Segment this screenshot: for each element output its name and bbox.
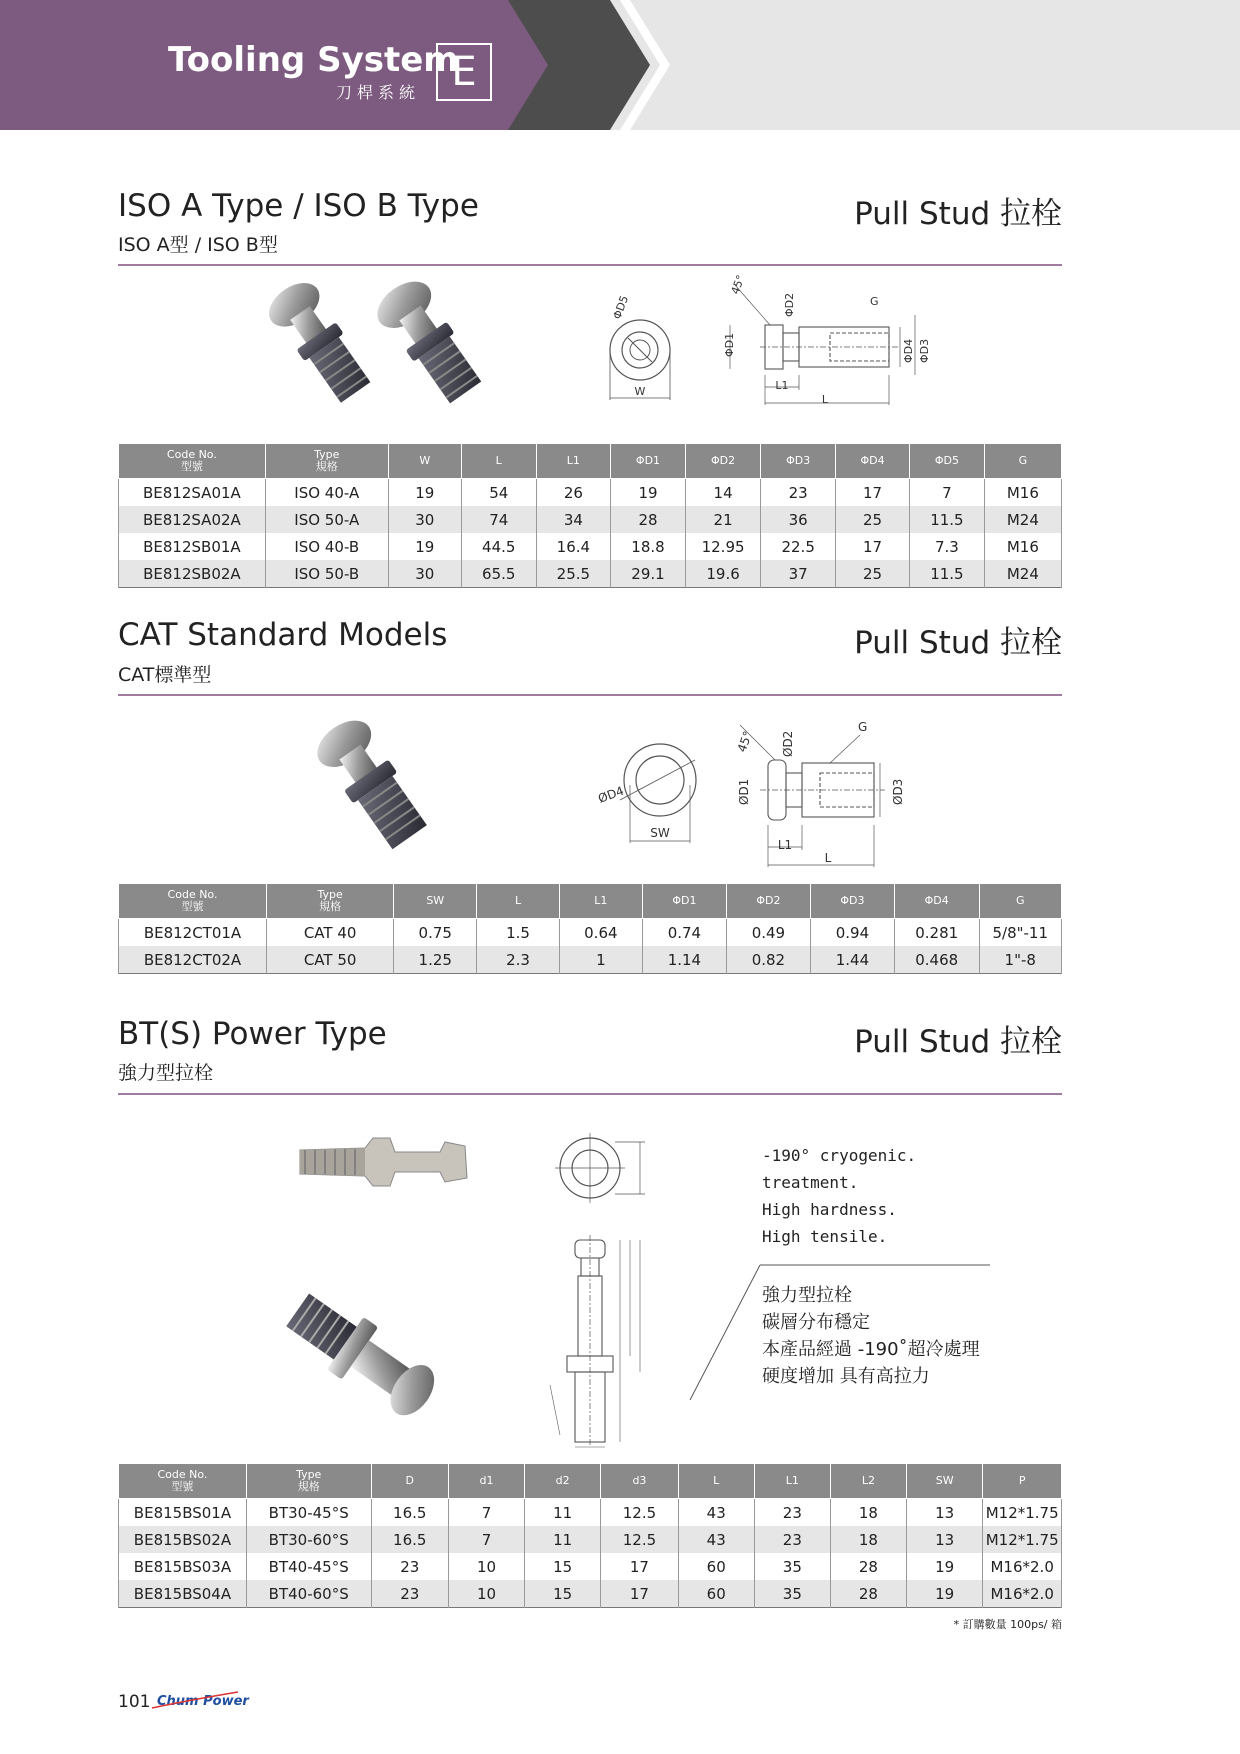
table-cell: 5/8"-11 [979, 919, 1062, 947]
brand-logo-swoosh [150, 1690, 240, 1710]
bt-note-en-line: treatment. [762, 1173, 859, 1192]
table-cell: 29.1 [611, 560, 686, 588]
table-cell: 23 [761, 479, 836, 507]
cat-column-header: L [477, 884, 560, 919]
table-cell: 13 [907, 1526, 983, 1553]
table-cell: 12.5 [601, 1499, 678, 1527]
cat-column-header: ΦD3 [810, 884, 894, 919]
iso-column-header: ΦD3 [761, 444, 836, 479]
table-cell: M16 [984, 479, 1061, 507]
table-cell: 28 [611, 506, 686, 533]
table-cell: 25 [835, 560, 909, 588]
table-cell: 16.4 [536, 533, 611, 560]
table-cell: 36 [761, 506, 836, 533]
bt-note-en-line: High hardness. [762, 1200, 897, 1219]
table-cell: 15 [525, 1553, 601, 1580]
table-row [119, 946, 1062, 974]
cat-column-header: ΦD2 [726, 884, 810, 919]
iso-section-rule [118, 264, 1062, 266]
table-cell: 10 [448, 1580, 524, 1608]
bt-column-header: Code No. 型號 [119, 1464, 247, 1499]
table-cell: BE812SB02A [119, 560, 266, 588]
table-cell: 18 [830, 1499, 906, 1527]
table-cell: ISO 40-B [265, 533, 388, 560]
table-cell: 30 [388, 560, 461, 588]
table-cell: M12*1.75 [983, 1499, 1062, 1527]
cat-side-d1-label: ØD1 [737, 778, 751, 805]
iso-column-header: ΦD4 [835, 444, 909, 479]
iso-side-l1-label: L1 [775, 379, 789, 392]
table-cell: 7 [448, 1499, 524, 1527]
table-cell: 7 [448, 1526, 524, 1553]
table-cell: M24 [984, 560, 1061, 588]
table-cell: 11.5 [910, 506, 985, 533]
iso-section-title: ISO A Type / ISO B Type [118, 188, 479, 224]
table-cell: 0.64 [559, 919, 642, 947]
iso-column-header: L1 [536, 444, 611, 479]
cat-side-l-label: L [824, 851, 832, 865]
table-cell: BE815BS03A [119, 1553, 247, 1580]
bt-note-cn-line: 強力型拉栓 [762, 1285, 852, 1306]
table-row [119, 560, 1062, 588]
table-cell: 0.94 [810, 919, 894, 947]
cat-column-header: Type 規格 [267, 884, 394, 919]
table-cell: 19 [388, 479, 461, 507]
table-cell: 34 [536, 506, 611, 533]
cat-front-sw-label: SW [650, 826, 670, 840]
iso-column-header: Code No. 型號 [119, 444, 266, 479]
iso-side-d4-label: ΦD4 [902, 338, 915, 363]
table-cell: 19 [388, 533, 461, 560]
cat-table-header-row [119, 884, 1062, 919]
table-cell: M16 [984, 533, 1061, 560]
bt-side-view-diagram [545, 1235, 655, 1465]
table-cell: 18 [830, 1526, 906, 1553]
iso-column-header: ΦD1 [611, 444, 686, 479]
table-cell: 0.75 [394, 919, 477, 947]
table-row [119, 533, 1062, 560]
table-cell: 43 [678, 1499, 754, 1527]
bt-note-cn-line: 碳層分布穩定 [762, 1312, 870, 1333]
table-cell: 2.3 [477, 946, 560, 974]
table-cell: 17 [835, 479, 909, 507]
bt-pull-stud-photo [285, 1275, 475, 1445]
table-cell: 1.14 [642, 946, 726, 974]
iso-column-header: W [388, 444, 461, 479]
table-cell: 54 [461, 479, 536, 507]
cat-front-view-diagram [595, 725, 705, 855]
table-cell: 0.281 [894, 919, 979, 947]
table-cell: 19 [611, 479, 686, 507]
table-cell: 23 [371, 1553, 448, 1580]
iso-side-g-label: G [870, 295, 879, 308]
cat-section-title: CAT Standard Models [118, 617, 448, 653]
table-cell: BE815BS04A [119, 1580, 247, 1608]
iso-side-d3-label: ΦD3 [918, 338, 931, 363]
cat-column-header: Code No. 型號 [119, 884, 267, 919]
cat-column-header: L1 [559, 884, 642, 919]
cat-column-header: SW [394, 884, 477, 919]
table-cell: 14 [685, 479, 761, 507]
bt-cross-section-photo [295, 1130, 475, 1210]
cat-pull-stud-photo [290, 712, 460, 862]
table-cell: 74 [461, 506, 536, 533]
cat-column-header: ΦD4 [894, 884, 979, 919]
cat-front-d4-label: ØD4 [596, 783, 626, 806]
table-cell: 1 [559, 946, 642, 974]
table-cell: 25.5 [536, 560, 611, 588]
bt-section-category: Pull Stud 拉栓 [854, 1024, 1062, 1060]
header-subtitle: 刀桿系統 [335, 83, 420, 102]
bt-column-header: P [983, 1464, 1062, 1499]
table-cell: 13 [907, 1499, 983, 1527]
bt-spec-table [118, 1463, 1062, 1608]
table-cell: 1.44 [810, 946, 894, 974]
iso-side-l-label: L [821, 393, 829, 406]
iso-column-header: ΦD5 [910, 444, 985, 479]
table-cell: 0.74 [642, 919, 726, 947]
bt-column-header: d1 [448, 1464, 524, 1499]
table-cell: 0.82 [726, 946, 810, 974]
iso-side-view-diagram [710, 275, 940, 415]
cat-side-d3-label: ØD3 [891, 778, 905, 805]
table-cell: 21 [685, 506, 761, 533]
table-row [119, 919, 1062, 947]
table-cell: 65.5 [461, 560, 536, 588]
table-cell: ISO 40-A [265, 479, 388, 507]
table-cell: 19 [907, 1553, 983, 1580]
cat-side-angle-label: 45° [734, 729, 756, 755]
cat-spec-table [118, 883, 1062, 974]
bt-notes-english [762, 1142, 916, 1250]
iso-spec-table [118, 443, 1062, 588]
table-cell: 19.6 [685, 560, 761, 588]
table-row [119, 1553, 1062, 1580]
table-cell: BE812SA01A [119, 479, 266, 507]
iso-side-angle-label: 45° [728, 273, 748, 297]
table-cell: 11 [525, 1499, 601, 1527]
bt-column-header: D [371, 1464, 448, 1499]
bt-note-en-line: -190° cryogenic. [762, 1146, 917, 1165]
table-cell: BE812CT01A [119, 919, 267, 947]
cat-column-header: G [979, 884, 1062, 919]
table-cell: 10 [448, 1553, 524, 1580]
table-cell: BE815BS01A [119, 1499, 247, 1527]
table-cell: 7.3 [910, 533, 985, 560]
table-cell: 16.5 [371, 1499, 448, 1527]
page-header [0, 0, 1240, 130]
table-row [119, 479, 1062, 507]
table-row [119, 506, 1062, 533]
table-cell: CAT 50 [267, 946, 394, 974]
table-cell: 60 [678, 1580, 754, 1608]
bt-note-en-line: High tensile. [762, 1227, 888, 1246]
table-cell: BE815BS02A [119, 1526, 247, 1553]
table-cell: 0.49 [726, 919, 810, 947]
iso-section-subtitle: ISO A型 / ISO B型 [118, 234, 278, 256]
cat-column-header: ΦD1 [642, 884, 726, 919]
iso-column-header: Type 規格 [265, 444, 388, 479]
table-cell: 1"-8 [979, 946, 1062, 974]
table-cell: 0.468 [894, 946, 979, 974]
table-cell: 18.8 [611, 533, 686, 560]
table-cell: M24 [984, 506, 1061, 533]
table-cell: 12.5 [601, 1526, 678, 1553]
table-row [119, 1580, 1062, 1608]
table-cell: M16*2.0 [983, 1553, 1062, 1580]
table-cell: 60 [678, 1553, 754, 1580]
iso-side-d1-label: ΦD1 [723, 332, 736, 357]
bt-note-cn-line: 本產品經過 -190˚超冷處理 [762, 1339, 980, 1360]
bt-column-header: L2 [830, 1464, 906, 1499]
iso-pull-stud-photo [250, 278, 510, 418]
iso-side-d2-label: ΦD2 [783, 292, 796, 317]
bt-section-rule [118, 1093, 1062, 1095]
bt-top-view-diagram [555, 1130, 665, 1210]
table-cell: BE812SA02A [119, 506, 266, 533]
table-cell: 17 [601, 1553, 678, 1580]
bt-table-header-row [119, 1464, 1062, 1499]
table-cell: 37 [761, 560, 836, 588]
table-cell: 26 [536, 479, 611, 507]
table-row [119, 1499, 1062, 1527]
table-cell: BT40-45°S [246, 1553, 371, 1580]
table-cell: M16*2.0 [983, 1580, 1062, 1608]
table-cell: BE812CT02A [119, 946, 267, 974]
order-quantity-footnote: * 訂購數量 100ps/ 箱 [953, 1618, 1062, 1631]
bt-column-header: d3 [601, 1464, 678, 1499]
bt-column-header: Type 規格 [246, 1464, 371, 1499]
bt-column-header: L [678, 1464, 754, 1499]
cat-side-d2-label: ØD2 [781, 730, 795, 757]
bt-note-cn-line: 硬度增加 具有高拉力 [762, 1366, 930, 1387]
table-cell: 22.5 [761, 533, 836, 560]
table-cell: BT30-45°S [246, 1499, 371, 1527]
table-cell: 28 [830, 1580, 906, 1608]
cat-side-view-diagram [720, 715, 920, 865]
table-cell: BT30-60°S [246, 1526, 371, 1553]
iso-front-d5-label: ΦD5 [610, 293, 632, 322]
table-row [119, 1526, 1062, 1553]
table-cell: 12.95 [685, 533, 761, 560]
bt-column-header: SW [907, 1464, 983, 1499]
table-cell: BE812SB01A [119, 533, 266, 560]
header-title: Tooling System [168, 40, 459, 80]
cat-section-rule [118, 694, 1062, 696]
table-cell: 1.25 [394, 946, 477, 974]
table-cell: 16.5 [371, 1526, 448, 1553]
iso-column-header: G [984, 444, 1061, 479]
cat-side-l1-label: L1 [777, 838, 793, 852]
bt-column-header: d2 [525, 1464, 601, 1499]
table-cell: 25 [835, 506, 909, 533]
table-cell: ISO 50-B [265, 560, 388, 588]
bt-section-subtitle: 強力型拉栓 [118, 1062, 214, 1084]
cat-side-g-label: G [858, 720, 868, 734]
table-cell: 30 [388, 506, 461, 533]
table-cell: CAT 40 [267, 919, 394, 947]
iso-front-w-label: W [634, 385, 646, 398]
table-cell: 23 [371, 1580, 448, 1608]
iso-front-view-diagram [600, 290, 690, 410]
table-cell: 23 [754, 1526, 830, 1553]
brand-logo: Chum Power [157, 1694, 249, 1709]
table-cell: 35 [754, 1580, 830, 1608]
table-cell: 35 [754, 1553, 830, 1580]
table-cell: 1.5 [477, 919, 560, 947]
table-cell: 15 [525, 1580, 601, 1608]
iso-column-header: L [461, 444, 536, 479]
bt-column-header: L1 [754, 1464, 830, 1499]
table-cell: BT40-60°S [246, 1580, 371, 1608]
table-cell: 17 [835, 533, 909, 560]
section-letter-badge: E [436, 43, 492, 101]
iso-table-header-row [119, 444, 1062, 479]
table-cell: 7 [910, 479, 985, 507]
iso-column-header: ΦD2 [685, 444, 761, 479]
cat-section-category: Pull Stud 拉栓 [854, 625, 1062, 661]
page-number: 101 [118, 1692, 151, 1712]
bt-section-title: BT(S) Power Type [118, 1016, 387, 1052]
table-cell: 17 [601, 1580, 678, 1608]
bt-notes-chinese [762, 1282, 980, 1390]
cat-section-subtitle: CAT標準型 [118, 664, 212, 686]
iso-section-category: Pull Stud 拉栓 [854, 196, 1062, 232]
table-cell: 28 [830, 1553, 906, 1580]
table-cell: 23 [754, 1499, 830, 1527]
table-cell: 11 [525, 1526, 601, 1553]
table-cell: M12*1.75 [983, 1526, 1062, 1553]
table-cell: 44.5 [461, 533, 536, 560]
table-cell: 43 [678, 1526, 754, 1553]
table-cell: ISO 50-A [265, 506, 388, 533]
table-cell: 11.5 [910, 560, 985, 588]
table-cell: 19 [907, 1580, 983, 1608]
